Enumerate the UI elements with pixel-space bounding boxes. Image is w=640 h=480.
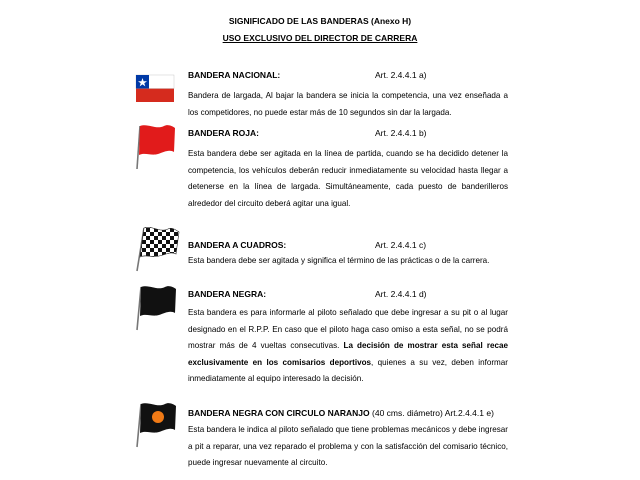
chile-flag-icon [134,72,178,108]
section-heading-nacional [188,70,510,80]
article-ref: Art. 2.4.4.1 a) [375,70,427,80]
heading-text: BANDERA NEGRA: [188,289,267,299]
section-heading-negra [188,289,510,299]
section-heading-roja [188,128,510,138]
heading-text: BANDERA NACIONAL: [188,70,281,80]
heading-note: (40 cms. diámetro) [369,408,445,418]
section-body-roja: Esta bandera debe ser agitada en la línea de partida, cuando se ha decidido detener la competencia, los vehículos deberán reducir inmediatamente su velocidad hasta llegar a detenerse en la línea de largada. Simultáneamente, cada puesto de banderilleros alrededor del circuito deberá agitar una igual. [188,149,508,208]
section-heading-cuadros [188,240,510,250]
article-ref: Art. 2.4.4.1 b) [375,128,427,138]
body-text-part: , quienes a su vez, deben informar inmediatamente al equipo interesado la decisión. [188,357,508,384]
section-body-negra-naranjo: Esta bandera le indica al piloto señalado que tiene problemas mecánicos y debe ingresar a pit a reparar, una vez reparado el problema y con la satisfacción del comisario técnico, puede ingresar nuevamente al circuito. [188,425,508,468]
section-body-negra [188,305,508,388]
heading-text: BANDERA A CUADROS: [188,240,287,250]
heading-text: BANDERA ROJA: [188,128,259,138]
section-body-cuadros: Esta bandera debe ser agitada y significa el término de las prácticas o de la carrera. [188,256,490,265]
article-ref: Art. 2.4.4.1 c) [375,240,427,250]
document-title: SIGNIFICADO DE LAS BANDERAS (Anexo H) [228,16,412,26]
red-flag-icon [134,122,180,170]
heading-text: BANDERA NEGRA CON CIRCULO NARANJO [188,408,370,418]
body-text-part: Esta bandera es para informarle al piloto señalado que debe ingresar a su pit o al lugar designado en el R.P.P. En caso que el piloto haga caso omiso a esta señal, no se podrá mostrar más de 4 vueltas consecutivas. [188,308,508,351]
checkered-flag-icon [134,224,182,272]
section-body-nacional: Bandera de largada, Al bajar la bandera se inicia la competencia, una vez enseñada a los competidores, no puede estar más de 10 segundos sin dar la largada. [188,91,508,117]
body-text-emphasis: La decisión de mostrar esta señal recae exclusivamente en los comisarios deportivos [188,341,508,367]
article-ref: Art. 2.4.4.1 d) [375,289,427,299]
black-flag-orange-circle-icon [134,400,180,448]
section-heading-negra-naranjo [188,408,510,418]
document-subtitle: USO EXCLUSIVO DEL DIRECTOR DE CARRERA [222,33,418,43]
black-flag-icon [134,283,180,331]
article-ref: Art.2.4.4.1 e) [444,408,494,418]
